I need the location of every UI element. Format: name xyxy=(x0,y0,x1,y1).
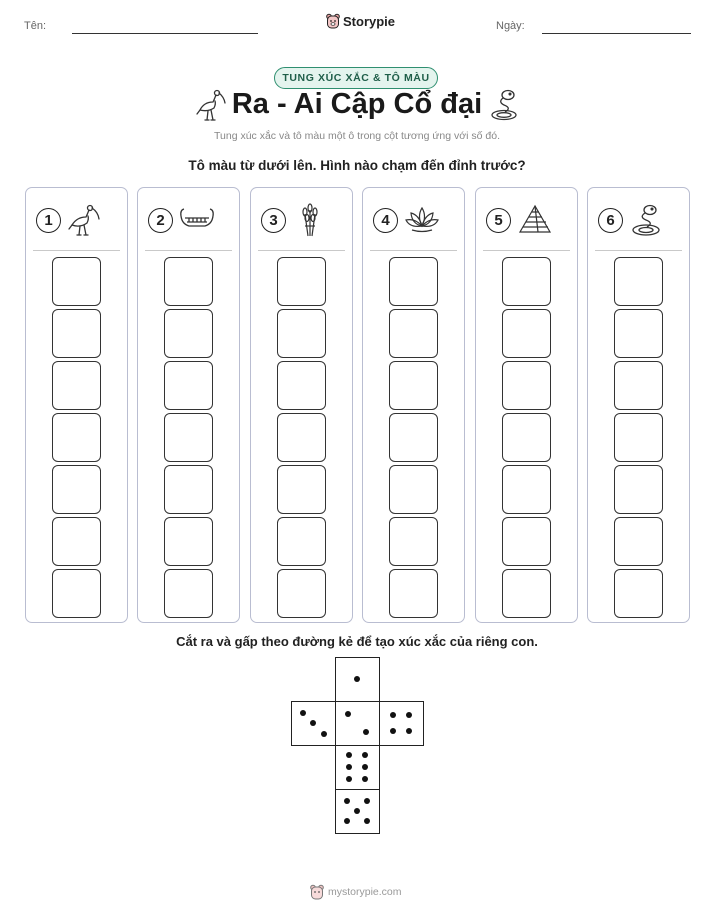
coloring-instruction: Tô màu từ dưới lên. Hình nào chạm đến đỉnh trước? xyxy=(188,158,526,173)
cut-instruction: Cắt ra và gấp theo đường kẻ để tạo xúc xắc của riêng con. xyxy=(176,634,538,649)
color-cell[interactable] xyxy=(164,465,213,514)
color-cell[interactable] xyxy=(52,465,101,514)
column-divider xyxy=(258,250,345,251)
color-cell[interactable] xyxy=(277,309,326,358)
wheat-icon xyxy=(292,202,328,238)
color-cell[interactable] xyxy=(52,309,101,358)
color-cell[interactable] xyxy=(502,309,551,358)
column-header xyxy=(36,202,103,238)
dice-pip xyxy=(346,752,352,758)
column-header xyxy=(486,202,553,238)
color-cell[interactable] xyxy=(614,361,663,410)
dice-pip xyxy=(406,728,412,734)
color-cell[interactable] xyxy=(389,413,438,462)
column-header xyxy=(373,202,440,238)
color-cell[interactable] xyxy=(502,465,551,514)
footer xyxy=(310,884,402,900)
column-number: 3 xyxy=(261,208,286,233)
dice-pip xyxy=(362,776,368,782)
color-cell[interactable] xyxy=(389,465,438,514)
bear-logo-icon xyxy=(326,13,340,29)
color-cell[interactable] xyxy=(52,361,101,410)
subtitle: Tung xúc xắc và tô màu một ô trong cột tương ứng với số đó. xyxy=(214,130,500,142)
dice-face-1 xyxy=(335,657,380,702)
dice-pip xyxy=(310,720,316,726)
column-header xyxy=(148,202,215,238)
color-cell[interactable] xyxy=(389,257,438,306)
column-divider xyxy=(145,250,232,251)
dice-face-4 xyxy=(379,701,424,746)
column-divider xyxy=(595,250,682,251)
dice-pip xyxy=(344,798,350,804)
color-cell[interactable] xyxy=(389,569,438,618)
color-cell[interactable] xyxy=(502,361,551,410)
color-cell[interactable] xyxy=(614,569,663,618)
date-label: Ngày: xyxy=(496,20,525,32)
dice-pip xyxy=(364,798,370,804)
dice-pip xyxy=(362,752,368,758)
ibis-icon xyxy=(67,202,103,238)
color-cell[interactable] xyxy=(614,413,663,462)
color-cell[interactable] xyxy=(389,361,438,410)
column-number: 1 xyxy=(36,208,61,233)
dice-pip xyxy=(363,729,369,735)
dice-pip xyxy=(354,676,360,682)
color-cell[interactable] xyxy=(614,257,663,306)
color-cell[interactable] xyxy=(52,257,101,306)
color-cell[interactable] xyxy=(502,257,551,306)
dice-pip xyxy=(406,712,412,718)
dice-pip xyxy=(345,711,351,717)
dice-face-6 xyxy=(335,745,380,790)
column-header xyxy=(261,202,328,238)
date-line xyxy=(542,33,691,34)
column-number: 2 xyxy=(148,208,173,233)
column-3 xyxy=(250,187,353,623)
color-cell[interactable] xyxy=(164,361,213,410)
cobra-icon xyxy=(629,202,665,238)
dice-pip xyxy=(390,712,396,718)
dice-pip xyxy=(346,764,352,770)
color-cell[interactable] xyxy=(52,569,101,618)
page-title: Ra - Ai Cập Cổ đại xyxy=(231,88,483,120)
dice-pip xyxy=(344,818,350,824)
dice-pip xyxy=(346,776,352,782)
column-4 xyxy=(362,187,465,623)
dice-pip xyxy=(354,808,360,814)
color-cell[interactable] xyxy=(614,309,663,358)
color-cell[interactable] xyxy=(502,569,551,618)
dice-pip xyxy=(390,728,396,734)
color-cell[interactable] xyxy=(389,517,438,566)
color-cell[interactable] xyxy=(502,413,551,462)
dice-pip xyxy=(300,710,306,716)
column-divider xyxy=(33,250,120,251)
pyramid-icon xyxy=(517,202,553,238)
color-cell[interactable] xyxy=(277,413,326,462)
bear-footer-icon xyxy=(310,884,324,900)
color-cell[interactable] xyxy=(277,257,326,306)
dice-face-2 xyxy=(335,701,380,746)
color-cell[interactable] xyxy=(52,413,101,462)
color-cell[interactable] xyxy=(389,309,438,358)
dice-pip xyxy=(362,764,368,770)
logo xyxy=(326,13,395,29)
color-cell[interactable] xyxy=(164,517,213,566)
dice-face-3 xyxy=(291,701,336,746)
color-cell[interactable] xyxy=(502,517,551,566)
column-6 xyxy=(587,187,690,623)
color-cell[interactable] xyxy=(164,413,213,462)
column-divider xyxy=(370,250,457,251)
logo-text: Storypie xyxy=(343,13,396,29)
boat-icon xyxy=(179,202,215,238)
name-line xyxy=(72,33,258,34)
footer-url: mystorypie.com xyxy=(328,886,402,898)
column-number: 5 xyxy=(486,208,511,233)
column-5 xyxy=(475,187,578,623)
dice-pip xyxy=(321,731,327,737)
color-cell[interactable] xyxy=(614,517,663,566)
color-cell[interactable] xyxy=(277,569,326,618)
name-label: Tên: xyxy=(24,20,47,32)
color-cell[interactable] xyxy=(164,257,213,306)
color-cell[interactable] xyxy=(614,465,663,514)
column-number: 6 xyxy=(598,208,623,233)
column-2 xyxy=(137,187,240,623)
lotus-icon xyxy=(404,202,440,238)
cobra-title-icon xyxy=(488,88,520,122)
column-1 xyxy=(25,187,128,623)
column-divider xyxy=(483,250,570,251)
color-cell[interactable] xyxy=(52,517,101,566)
color-cell[interactable] xyxy=(164,309,213,358)
category-badge: TUNG XÚC XẮC & TÔ MÀU xyxy=(274,67,438,89)
color-cell[interactable] xyxy=(277,361,326,410)
color-cell[interactable] xyxy=(164,569,213,618)
column-number: 4 xyxy=(373,208,398,233)
color-cell[interactable] xyxy=(277,465,326,514)
color-cell[interactable] xyxy=(277,517,326,566)
column-header xyxy=(598,202,665,238)
dice-pip xyxy=(364,818,370,824)
dice-face-5 xyxy=(335,789,380,834)
